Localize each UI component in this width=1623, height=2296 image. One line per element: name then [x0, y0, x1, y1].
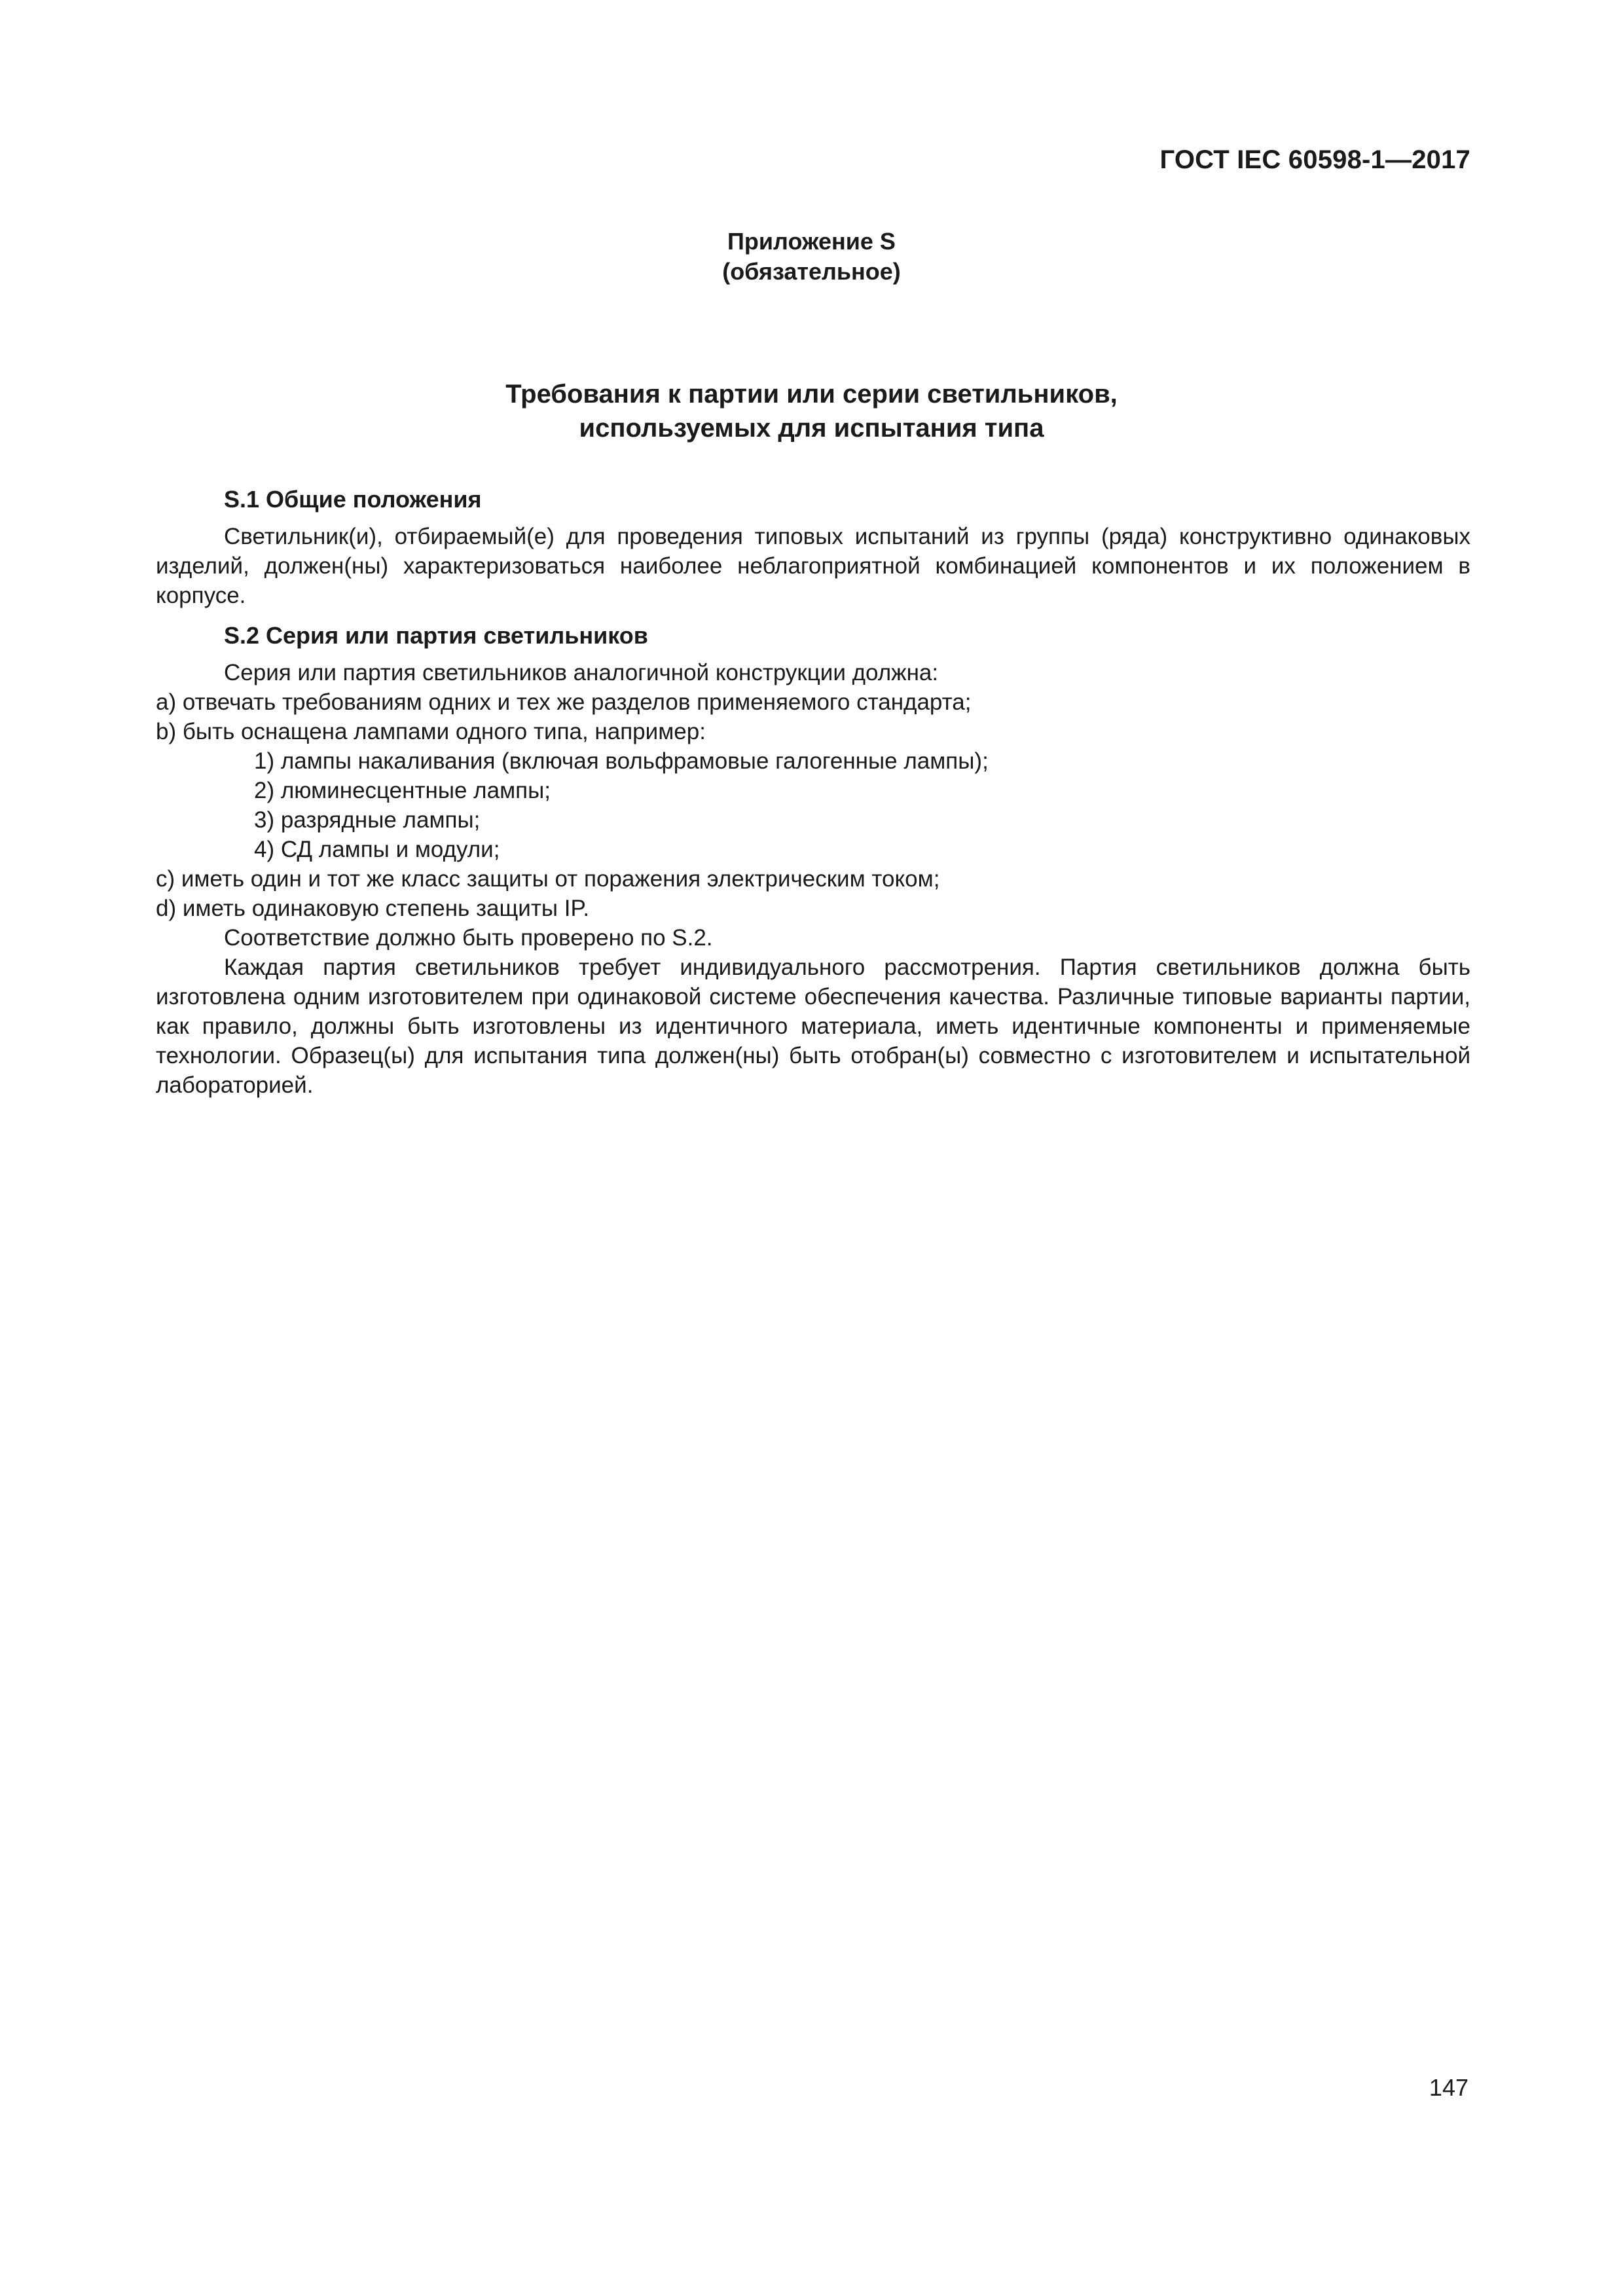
- section-s1-paragraph: Светильник(и), отбираемый(е) для проведения типовых испытаний из группы (ряда) конструктивно одинаковых изделий, должен(ны) характеризоваться наиболее неблагоприятной комбинацией компонентов и их положением в корпусе.: [156, 524, 1470, 608]
- list-subitem-4: 4) СД лампы и модули;: [254, 837, 500, 862]
- compliance-note: Соответствие должно быть проверено по S.2.: [224, 925, 713, 951]
- document-body: [156, 484, 1470, 1100]
- list-item-d: d) иметь одинаковую степень защиты IP.: [156, 896, 590, 921]
- list-subitem-2: 2) люминесцентные лампы;: [254, 778, 551, 803]
- list-item-c: c) иметь один и тот же класс защиты от поражения электрическим током;: [156, 866, 940, 892]
- list-subitem-3: 3) разрядные лампы;: [254, 807, 481, 833]
- annex-title: [0, 377, 1623, 445]
- list-subitem-1: 1) лампы накаливания (включая вольфрамовые галогенные лампы);: [254, 748, 989, 774]
- page-number: 147: [1429, 2074, 1468, 2101]
- title-line-1: Требования к партии или серии светильников,: [505, 380, 1118, 409]
- section-s1-heading: S.1 Общие положения: [224, 486, 482, 513]
- title-line-2: используемых для испытания типа: [579, 414, 1044, 443]
- annex-status: (обязательное): [722, 258, 901, 285]
- annex-block: [0, 227, 1623, 287]
- annex-label: Приложение S: [727, 228, 896, 255]
- list-item-a: a) отвечать требованиям одних и тех же разделов применяемого стандарта;: [156, 689, 972, 715]
- list-item-b: b) быть оснащена лампами одного типа, например:: [156, 719, 706, 744]
- section-s2-paragraph: Каждая партия светильников требует индивидуального рассмотрения. Партия светильников должна быть изготовлена одним изготовителем при одинаковой системе обеспечения качества. Различные типовые варианты партии, как правило, должны быть изготовлены из идентичного материала, иметь идентичные компоненты и применяемые технологии. Образец(ы) для испытания типа должен(ны) быть отобран(ы) совместно с изготовителем и испытательной лабораторией.: [156, 955, 1470, 1098]
- document-code: ГОСТ IEC 60598-1—2017: [1159, 145, 1470, 174]
- spacer: [156, 610, 1470, 621]
- section-s2-heading: S.2 Серия или партия светильников: [224, 622, 648, 649]
- section-s2-intro: Серия или партия светильников аналогичной конструкции должна:: [224, 660, 939, 685]
